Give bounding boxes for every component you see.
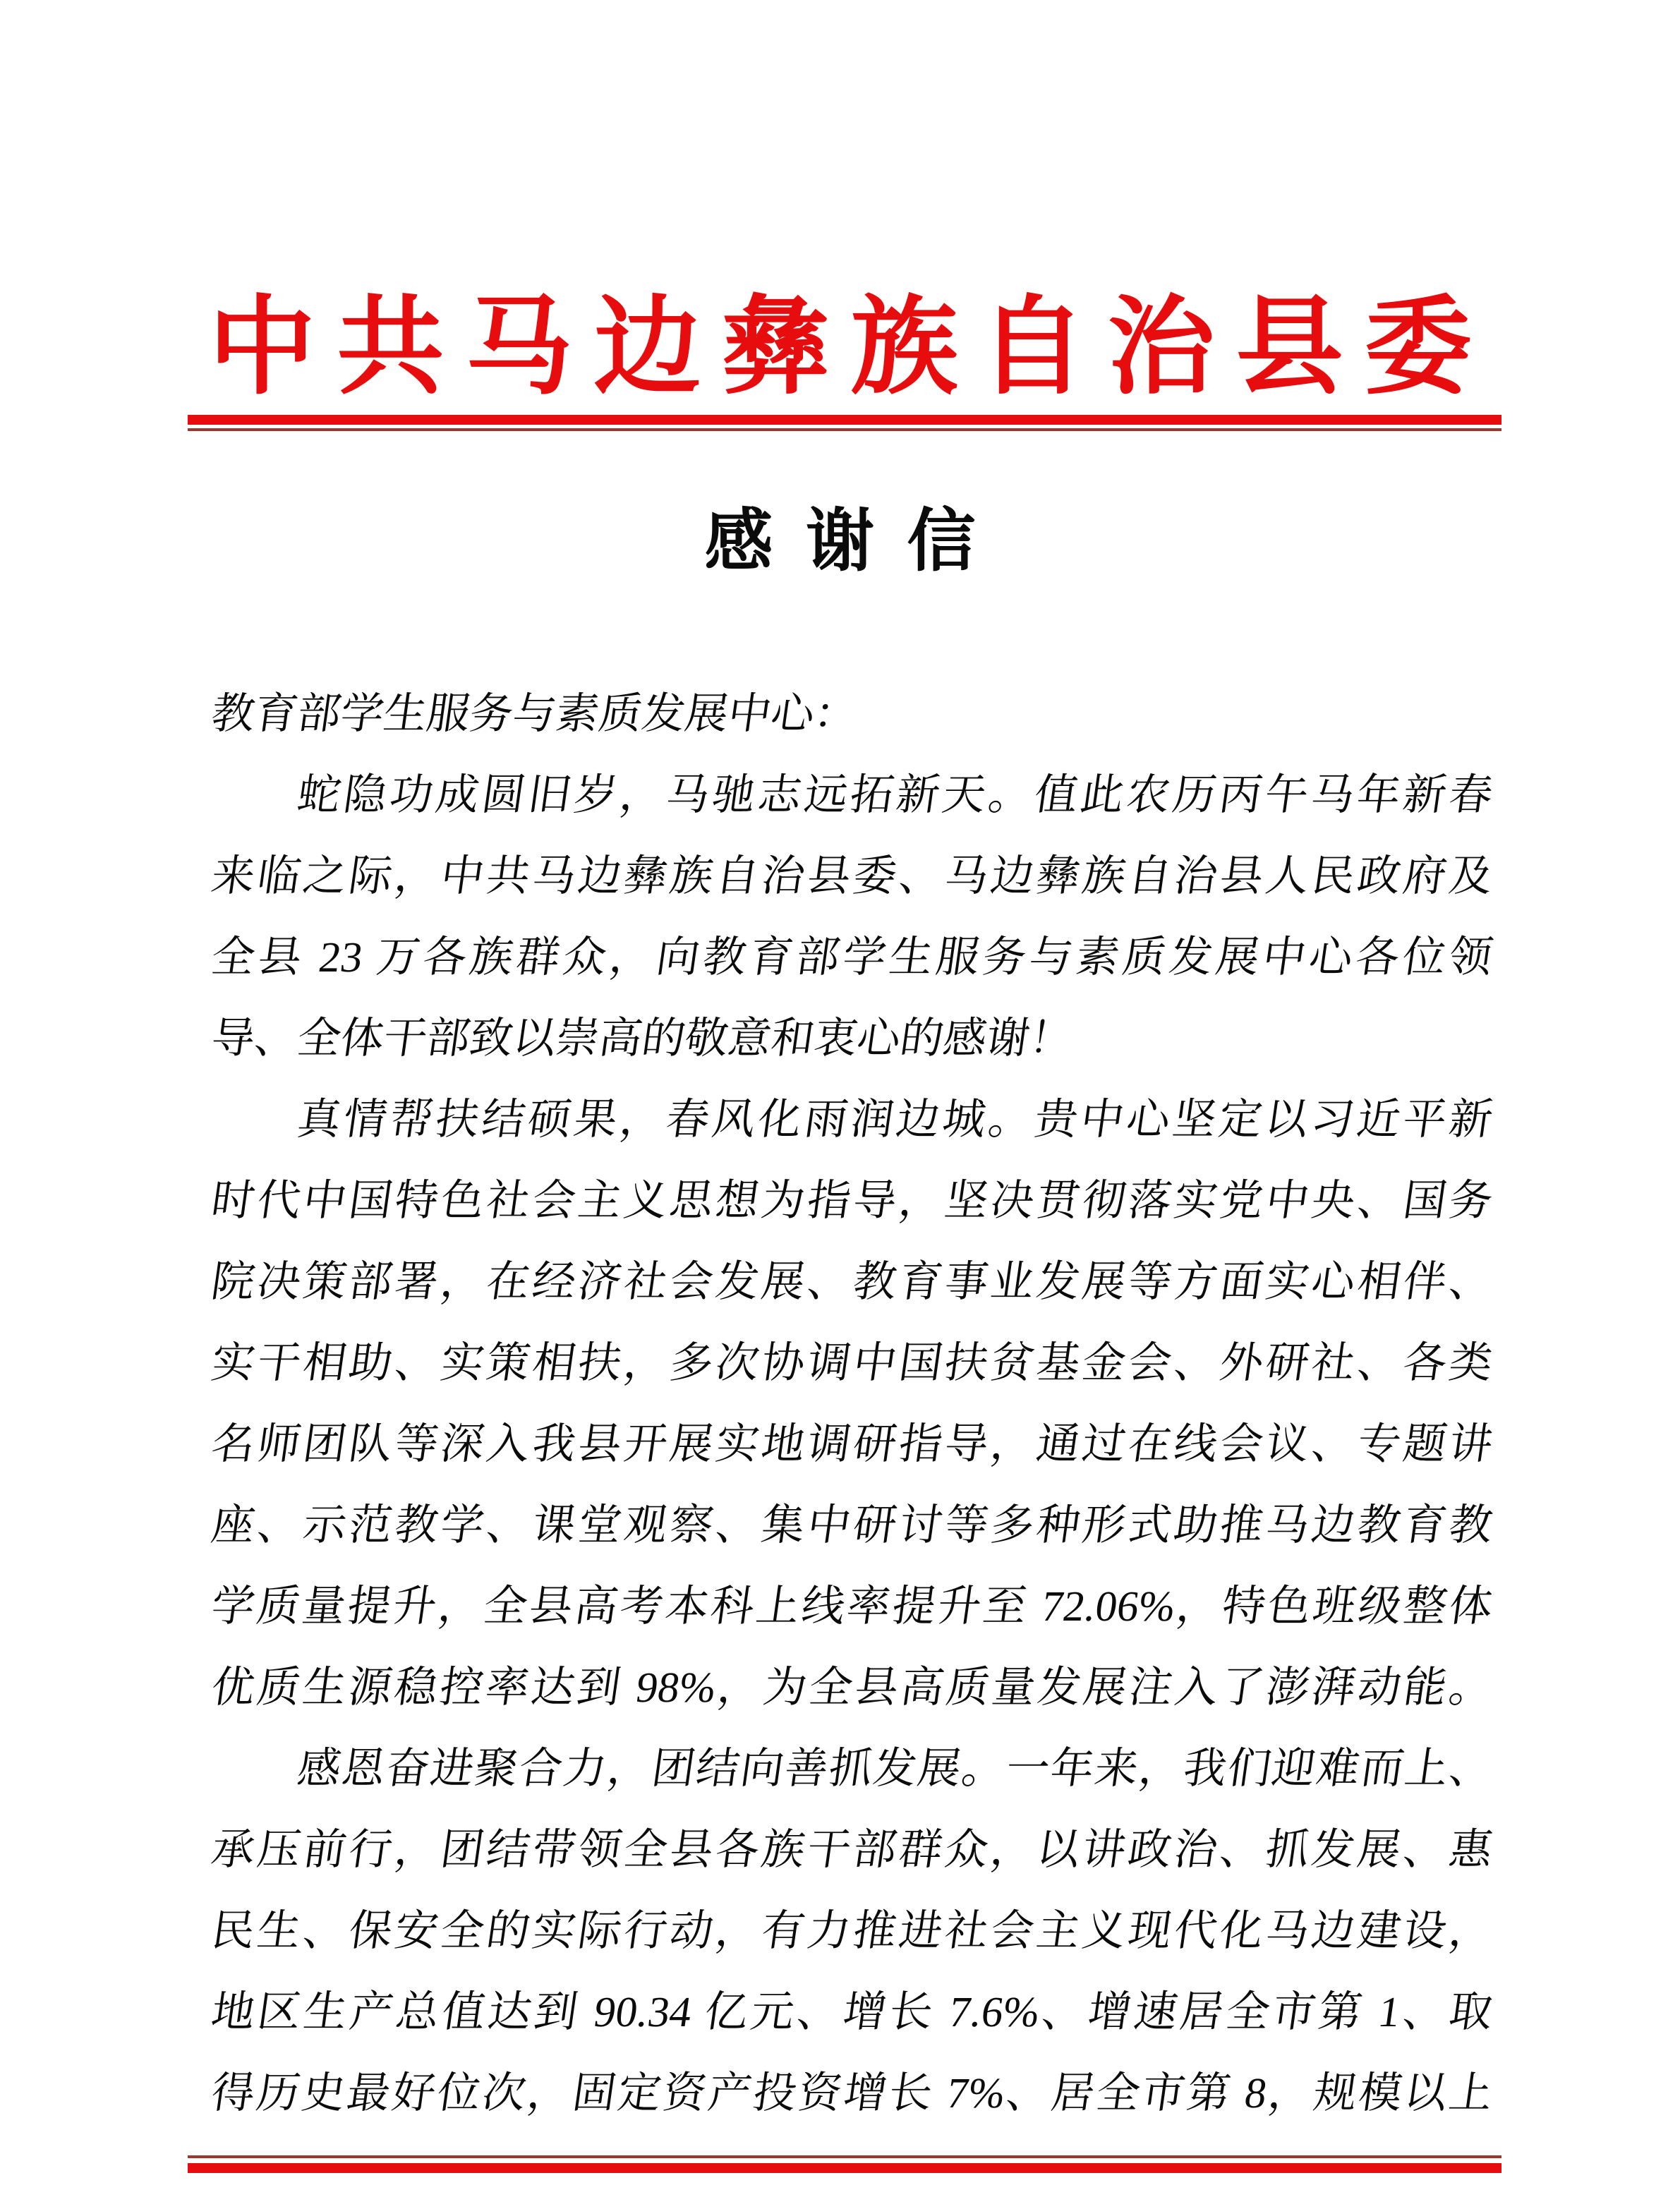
body-line: 实干相助、实策相扶，多次协调中国扶贫基金会、外研社、各类 (208, 1340, 1496, 1387)
body-line: 优质生源稳控率达到 98%，为全县高质量发展注入了澎湃动能。 (208, 1664, 1496, 1712)
body-line: 地区生产总值达到 90.34 亿元、增长 7.6%、增速居全市第 1、取 (208, 1989, 1496, 2036)
letter-title: 感谢信 (704, 504, 1009, 579)
letter-body (208, 674, 1496, 2134)
body-line: 导、全体干部致以崇高的敬意和衷心的感谢！ (208, 1015, 1076, 1063)
body-line: 座、示范教学、课堂观察、集中研讨等多种形式助推马边教育教 (208, 1502, 1496, 1549)
letterhead-org-title: 中共马边彝族自治县委 (208, 289, 1493, 407)
body-line: 院决策部署，在经济社会发展、教育事业发展等方面实心相伴、 (208, 1259, 1496, 1306)
body-line: 学质量提升，全县高考本科上线率提升至 72.06%，特色班级整体 (208, 1583, 1496, 1630)
body-line: 承压前行，团结带领全县各族干部群众，以讲政治、抓发展、惠 (208, 1827, 1496, 1874)
body-line: 得历史最好位次，固定资产投资增长 7%、居全市第 8，规模以上 (208, 2070, 1496, 2117)
body-line: 全县 23 万各族群众，向教育部学生服务与素质发展中心各位领 (208, 934, 1496, 981)
body-line: 民生、保安全的实际行动，有力推进社会主义现代化马边建设， (208, 1908, 1496, 1955)
body-line: 教育部学生服务与素质发展中心： (208, 691, 861, 738)
body-line: 来临之际，中共马边彝族自治县委、马边彝族自治县人民政府及 (208, 853, 1496, 900)
body-line: 名师团队等深入我县开展实地调研指导，通过在线会议、专题讲 (208, 1421, 1496, 1468)
body-line: 真情帮扶结硕果，春风化雨润边城。贵中心坚定以习近平新 (294, 1096, 1496, 1144)
body-line: 蛇隐功成圆旧岁，马驰志远拓新天。值此农历丙午马年新春 (294, 772, 1496, 819)
letterhead-rule-thin (188, 428, 1501, 431)
footer-rule-thin (188, 2155, 1501, 2158)
body-line: 时代中国特色社会主义思想为指导，坚决贯彻落实党中央、国务 (208, 1178, 1496, 1225)
letterhead-rule-thick (188, 415, 1501, 425)
footer-rule-thick (188, 2163, 1501, 2173)
body-line: 感恩奋进聚合力，团结向善抓发展。一年来，我们迎难而上、 (294, 1745, 1496, 1793)
